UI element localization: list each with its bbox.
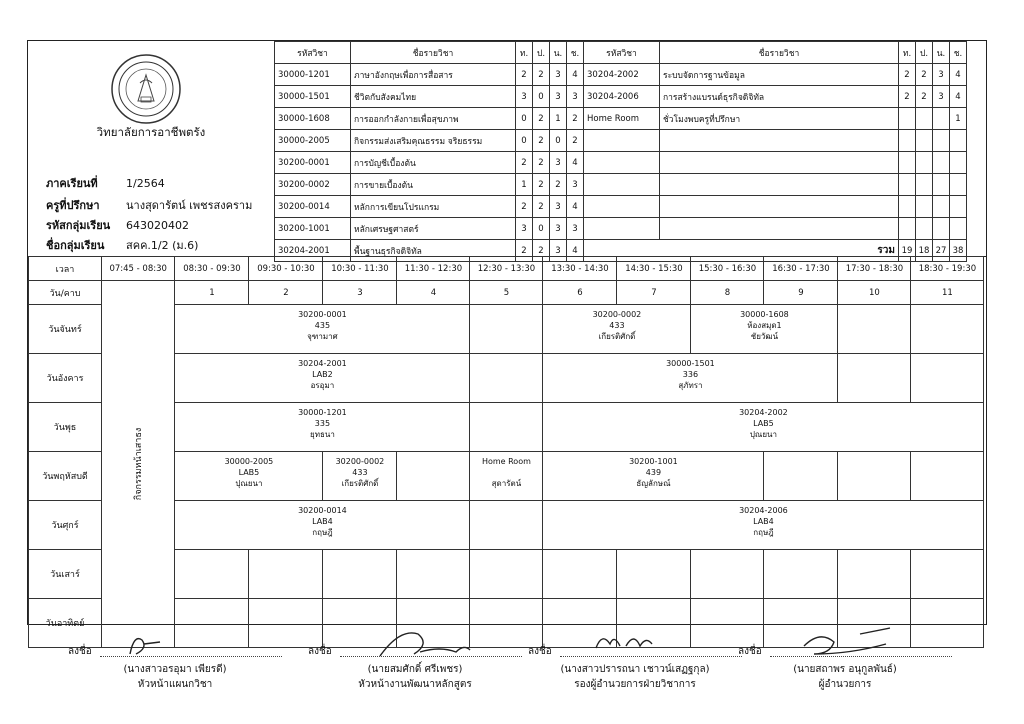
subject-p: 0	[533, 218, 550, 240]
empty-cell	[950, 218, 967, 240]
time-slot: 11:30 - 12:30	[397, 257, 470, 281]
class-room: LAB4	[753, 517, 774, 526]
subject-n: 2	[550, 174, 567, 196]
empty-cell	[950, 130, 967, 152]
class-slot	[543, 305, 691, 354]
empty-slot	[249, 550, 323, 599]
class-slot	[543, 501, 984, 550]
subject-code: 30200-1001	[275, 218, 351, 240]
empty-cell	[584, 130, 660, 152]
subject-code: 30000-2005	[275, 130, 351, 152]
day-name: วันอาทิตย์	[29, 599, 102, 648]
subject-name: หลักเศรษฐศาสตร์	[351, 218, 516, 240]
empty-cell	[899, 174, 916, 196]
subject-t: 0	[516, 130, 533, 152]
subject-c: 2	[567, 130, 584, 152]
subject-c: 3	[567, 218, 584, 240]
time-slot: 12:30 - 13:30	[470, 257, 543, 281]
empty-cell	[916, 152, 933, 174]
total-t: 19	[899, 240, 916, 262]
flag-activity-label: กิจกรรมหน้าเสาธง	[134, 427, 145, 501]
signature-prefix: ลงชื่อ	[738, 646, 762, 657]
empty-slot	[911, 550, 984, 599]
signer-position: ผู้อำนวยการ	[818, 679, 872, 690]
class-info-value: 1/2564	[126, 177, 165, 190]
header-section	[28, 41, 986, 257]
subject-n: 3	[550, 218, 567, 240]
total-c: 38	[950, 240, 967, 262]
class-info-row	[46, 174, 165, 192]
empty-slot	[691, 550, 764, 599]
subject-name: พื้นฐานธุรกิจดิจิทัล	[351, 240, 516, 262]
subject-code: 30000-1201	[275, 64, 351, 86]
class-slot	[323, 452, 397, 501]
class-room: LAB2	[312, 370, 333, 379]
class-code: 30000-1501	[666, 359, 715, 368]
subject-n: 3	[933, 86, 950, 108]
col-p-header-2: ป.	[916, 42, 933, 64]
empty-cell	[933, 174, 950, 196]
empty-cell	[660, 174, 899, 196]
empty-slot	[764, 452, 838, 501]
subject-n: 0	[550, 130, 567, 152]
empty-slot	[838, 305, 911, 354]
class-room: 433	[609, 321, 625, 330]
subject-code: 30204-2002	[584, 64, 660, 86]
time-slot: 14:30 - 15:30	[617, 257, 691, 281]
class-code: 30200-0002	[592, 310, 642, 319]
class-room: 336	[682, 370, 699, 379]
empty-cell	[660, 130, 899, 152]
subject-code: 30200-0002	[275, 174, 351, 196]
subject-p	[916, 108, 933, 130]
class-room: 435	[314, 321, 331, 330]
time-slot: 07:45 - 08:30	[102, 257, 175, 281]
period-number: 5	[470, 281, 543, 305]
empty-cell	[899, 130, 916, 152]
subject-c: 4	[567, 152, 584, 174]
class-slot	[175, 354, 470, 403]
subject-t: 1	[516, 174, 533, 196]
col-t-header-2: ท.	[899, 42, 916, 64]
subject-n: 1	[550, 108, 567, 130]
subject-name: ระบบจัดการฐานข้อมูล	[660, 64, 899, 86]
subject-c: 4	[950, 64, 967, 86]
class-code: 30200-1001	[629, 457, 678, 466]
col-t-header: ท.	[516, 42, 533, 64]
signer-position: หัวหน้างานพัฒนาหลักสูตร	[358, 679, 472, 690]
subject-t: 2	[516, 196, 533, 218]
signature-line	[730, 634, 960, 662]
class-teacher: กฤษฎี	[312, 528, 333, 537]
class-code: 30204-2006	[739, 506, 788, 515]
class-room: 433	[352, 468, 368, 477]
empty-cell	[899, 152, 916, 174]
empty-cell	[660, 196, 899, 218]
col-c-header: ช.	[567, 42, 584, 64]
empty-cell	[950, 196, 967, 218]
time-slot: 13:30 - 14:30	[543, 257, 617, 281]
col-p-header: ป.	[533, 42, 550, 64]
day-name: วันจันทร์	[29, 305, 102, 354]
subject-row	[275, 196, 967, 218]
empty-cell	[584, 152, 660, 174]
period-number: 2	[249, 281, 323, 305]
class-teacher: อรอุมา	[310, 381, 335, 390]
subject-n: 3	[550, 196, 567, 218]
subject-t	[899, 108, 916, 130]
class-room: LAB4	[312, 517, 333, 526]
subject-row	[275, 86, 967, 108]
subject-p: 2	[916, 64, 933, 86]
subject-t: 3	[516, 218, 533, 240]
class-room	[470, 467, 542, 478]
subject-row	[275, 218, 967, 240]
empty-slot	[397, 452, 470, 501]
subject-t: 3	[516, 86, 533, 108]
class-info-label: ชื่อกลุ่มเรียน	[46, 239, 105, 252]
subject-name: การออกกำลังกายเพื่อสุขภาพ	[351, 108, 516, 130]
signature-block	[300, 634, 530, 692]
class-info-label: ครูที่ปรึกษา	[46, 199, 100, 212]
time-slot: 17:30 - 18:30	[838, 257, 911, 281]
subject-t: 2	[516, 64, 533, 86]
signature-prefix: ลงชื่อ	[68, 646, 92, 657]
class-slot	[175, 452, 323, 501]
signer-name: (นายสถาพร อนุกูลพันธ์)	[793, 664, 897, 675]
signature-block	[60, 634, 290, 692]
subject-p: 2	[533, 196, 550, 218]
subject-n	[933, 108, 950, 130]
empty-slot	[543, 550, 617, 599]
class-slot	[543, 403, 984, 452]
signature-prefix: ลงชื่อ	[528, 646, 552, 657]
subject-c: 1	[950, 108, 967, 130]
class-code: 30204-2001	[298, 359, 347, 368]
class-info-panel	[28, 41, 275, 256]
subject-n: 3	[550, 240, 567, 262]
subject-c: 4	[567, 240, 584, 262]
empty-slot	[397, 550, 470, 599]
empty-slot	[470, 305, 543, 354]
subject-t: 0	[516, 108, 533, 130]
class-teacher: ธัญลักษณ์	[636, 479, 671, 488]
empty-cell	[916, 130, 933, 152]
empty-cell	[584, 174, 660, 196]
empty-slot	[470, 501, 543, 550]
class-slot	[691, 305, 838, 354]
subject-c: 3	[567, 86, 584, 108]
subject-name: การสร้างแบรนด์ธุรกิจดิจิทัล	[660, 86, 899, 108]
subject-n: 3	[550, 86, 567, 108]
signature-line	[60, 634, 290, 662]
class-code: 30000-1201	[298, 408, 347, 417]
timetable-sheet	[27, 40, 987, 629]
subject-c: 4	[567, 64, 584, 86]
subjects-table	[274, 41, 967, 262]
empty-slot	[470, 354, 543, 403]
subject-code: 30204-2001	[275, 240, 351, 262]
empty-slot	[911, 305, 984, 354]
class-teacher: ยุทธนา	[310, 430, 335, 439]
class-code: 30200-0014	[298, 506, 347, 515]
subject-p: 2	[533, 108, 550, 130]
signer-name: (นายสมศักดิ์ ศรีเพชร)	[367, 664, 463, 675]
period-number: 8	[691, 281, 764, 305]
subject-c: 2	[567, 108, 584, 130]
class-slot	[175, 403, 470, 452]
subject-t: 2	[516, 240, 533, 262]
handwritten-signature	[580, 624, 700, 662]
class-teacher: ปุณยนา	[235, 479, 263, 488]
empty-slot	[838, 452, 911, 501]
col-code-header: รหัสวิชา	[275, 42, 351, 64]
empty-slot	[911, 354, 984, 403]
subject-p: 2	[916, 86, 933, 108]
subject-p: 2	[533, 174, 550, 196]
college-name: วิทยาลัยการอาชีพตรัง	[96, 125, 206, 139]
subject-name: หลักการเขียนโปรแกรม	[351, 196, 516, 218]
class-code: 30200-0001	[298, 310, 347, 319]
signer-name: (นางสาวปรารถนา เชาวน์เสฏฐกุล)	[560, 664, 710, 675]
period-number: 7	[617, 281, 691, 305]
empty-slot	[323, 550, 397, 599]
class-teacher: ชัยวัฒน์	[750, 332, 779, 341]
class-info-row	[46, 196, 252, 214]
col-n-header-2: น.	[933, 42, 950, 64]
empty-cell	[899, 218, 916, 240]
time-slot: 16:30 - 17:30	[764, 257, 838, 281]
subject-name: ภาษาอังกฤษเพื่อการสื่อสาร	[351, 64, 516, 86]
empty-cell	[933, 152, 950, 174]
day-name: วันพฤหัสบดี	[29, 452, 102, 501]
period-row	[29, 281, 984, 305]
signature-block	[520, 634, 750, 692]
college-emblem-icon	[110, 53, 182, 125]
empty-slot	[838, 354, 911, 403]
subject-n: 3	[550, 64, 567, 86]
subject-p: 2	[533, 64, 550, 86]
signer-position: รองผู้อำนวยการฝ่ายวิชาการ	[574, 679, 696, 690]
col-c-header-2: ช.	[950, 42, 967, 64]
class-room: 439	[645, 468, 662, 477]
class-teacher: เกียรติศักดิ์	[598, 332, 636, 341]
day-name: วันเสาร์	[29, 550, 102, 599]
col-n-header: น.	[550, 42, 567, 64]
empty-slot	[470, 550, 543, 599]
empty-cell	[899, 196, 916, 218]
period-number: 1	[175, 281, 249, 305]
subject-t: 2	[899, 64, 916, 86]
signature-section	[0, 628, 1024, 724]
class-code: 30200-0002	[335, 457, 385, 466]
subject-n: 3	[550, 152, 567, 174]
signer-position: หัวหน้าแผนกวิชา	[137, 679, 213, 690]
class-slot	[470, 452, 543, 501]
period-number: 10	[838, 281, 911, 305]
empty-slot	[911, 452, 984, 501]
time-slot: 08:30 - 09:30	[175, 257, 249, 281]
class-info-value: สคค.1/2 (ม.6)	[126, 239, 199, 252]
class-room: LAB5	[238, 468, 260, 477]
empty-cell	[584, 196, 660, 218]
empty-slot	[838, 550, 911, 599]
class-room: 335	[314, 419, 331, 428]
empty-cell	[933, 130, 950, 152]
total-label: รวม	[584, 240, 899, 262]
time-slot: 18:30 - 19:30	[911, 257, 984, 281]
signature-prefix: ลงชื่อ	[308, 646, 332, 657]
subject-t: 2	[516, 152, 533, 174]
period-number: 9	[764, 281, 838, 305]
class-teacher: เกียรติศักดิ์	[341, 479, 379, 488]
signature-line	[520, 634, 750, 662]
time-row	[29, 257, 984, 281]
time-label: เวลา	[29, 257, 102, 281]
empty-cell	[660, 152, 899, 174]
handwritten-signature	[120, 624, 240, 662]
subject-row	[275, 174, 967, 196]
class-slot	[543, 452, 764, 501]
subject-name: ชีวิตกับสังคมไทย	[351, 86, 516, 108]
subject-c: 4	[950, 86, 967, 108]
signature-block	[730, 634, 960, 692]
subject-code: 30000-1608	[275, 108, 351, 130]
subject-code: 30200-0014	[275, 196, 351, 218]
class-info-row	[46, 216, 189, 234]
subject-n: 3	[933, 64, 950, 86]
subject-row	[275, 152, 967, 174]
subject-code: 30204-2006	[584, 86, 660, 108]
day-name: วันอังคาร	[29, 354, 102, 403]
subject-name: ชั่วโมงพบครูที่ปรึกษา	[660, 108, 899, 130]
subject-name: กิจกรรมส่งเสริมคุณธรรม จริยธรรม	[351, 130, 516, 152]
class-info-row	[46, 236, 198, 254]
subject-p: 0	[533, 86, 550, 108]
flag-activity-cell	[102, 281, 175, 648]
empty-cell	[916, 196, 933, 218]
subject-p: 2	[533, 130, 550, 152]
subject-t: 2	[899, 86, 916, 108]
time-slot: 09:30 - 10:30	[249, 257, 323, 281]
subject-c: 4	[567, 196, 584, 218]
subject-name: การบัญชีเบื้องต้น	[351, 152, 516, 174]
total-n: 27	[933, 240, 950, 262]
class-info-value: นางสุดารัตน์ เพชรสงคราม	[126, 199, 253, 212]
class-code: 30000-1608	[740, 310, 789, 319]
class-slot	[175, 305, 470, 354]
class-info-value: 643020402	[126, 219, 189, 232]
class-room: LAB5	[753, 419, 774, 428]
col-name-header-2: ชื่อรายวิชา	[660, 42, 899, 64]
subject-name: การขายเบื้องต้น	[351, 174, 516, 196]
empty-slot	[175, 550, 249, 599]
class-code: Home Room	[481, 457, 531, 466]
col-code-header-2: รหัสวิชา	[584, 42, 660, 64]
empty-cell	[950, 152, 967, 174]
empty-cell	[660, 218, 899, 240]
empty-slot	[764, 550, 838, 599]
subject-c: 3	[567, 174, 584, 196]
empty-cell	[933, 196, 950, 218]
empty-cell	[950, 174, 967, 196]
empty-cell	[916, 174, 933, 196]
class-slot	[543, 354, 838, 403]
period-number: 11	[911, 281, 984, 305]
period-number: 3	[323, 281, 397, 305]
col-name-header: ชื่อรายวิชา	[351, 42, 516, 64]
subject-p: 2	[533, 240, 550, 262]
signature-line	[300, 634, 530, 662]
total-p: 18	[916, 240, 933, 262]
class-code: 30204-2002	[739, 408, 788, 417]
subject-code: 30000-1501	[275, 86, 351, 108]
subject-code: Home Room	[584, 108, 660, 130]
day-name: วันศุกร์	[29, 501, 102, 550]
class-teacher: สุภัทรา	[678, 381, 703, 390]
period-number: 6	[543, 281, 617, 305]
signer-name: (นางสาวอรอุมา เพียรดี)	[123, 664, 227, 675]
empty-cell	[933, 218, 950, 240]
handwritten-signature	[790, 624, 910, 662]
subject-row	[275, 108, 967, 130]
class-code: 30000-2005	[224, 457, 274, 466]
period-label: วัน/คาบ	[29, 281, 102, 305]
subject-row	[275, 130, 967, 152]
empty-cell	[916, 218, 933, 240]
subject-code: 30200-0001	[275, 152, 351, 174]
empty-slot	[617, 550, 691, 599]
class-room: ห้องสมุด1	[747, 321, 782, 330]
handwritten-signature	[360, 624, 480, 662]
empty-slot	[470, 403, 543, 452]
class-info-label: รหัสกลุ่มเรียน	[46, 219, 111, 232]
time-slot: 15:30 - 16:30	[691, 257, 764, 281]
class-teacher: จุฑามาศ	[307, 332, 338, 341]
period-number: 4	[397, 281, 470, 305]
time-slot: 10:30 - 11:30	[323, 257, 397, 281]
class-info-label: ภาคเรียนที่	[46, 177, 98, 190]
class-teacher: ปุณยนา	[749, 430, 777, 439]
class-slot	[175, 501, 470, 550]
day-name: วันพุธ	[29, 403, 102, 452]
weekly-schedule-table	[28, 256, 984, 648]
subject-row	[275, 64, 967, 86]
class-teacher: กฤษฎี	[753, 528, 774, 537]
subject-p: 2	[533, 152, 550, 174]
empty-cell	[584, 218, 660, 240]
class-teacher: สุดารัตน์	[491, 479, 522, 488]
